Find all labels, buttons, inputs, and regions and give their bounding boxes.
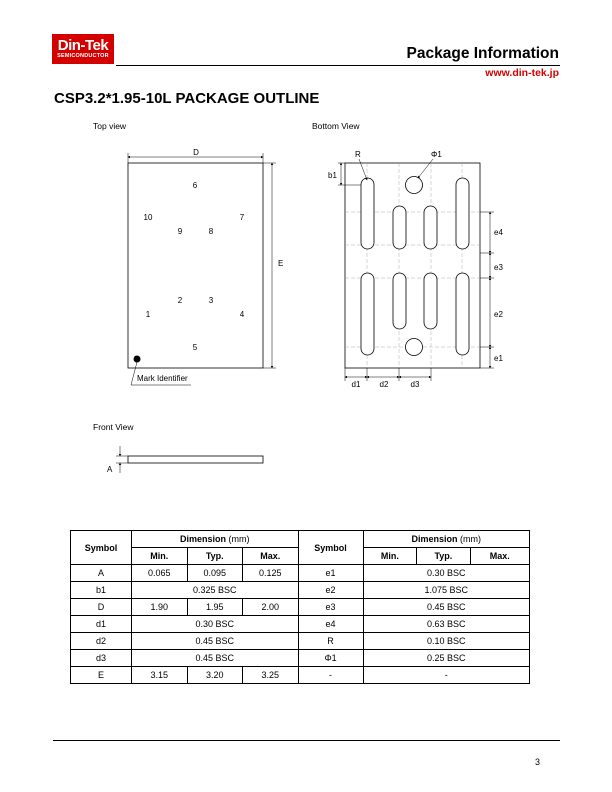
pin-number: 8: [208, 227, 214, 236]
pin-number: 1: [145, 310, 151, 319]
pin-number: 7: [239, 213, 245, 222]
min-header: Min.: [363, 548, 417, 565]
table-row: [71, 582, 530, 599]
dimensions-table: [70, 530, 530, 684]
pad-slot: [424, 273, 437, 329]
max-header: Max.: [470, 548, 529, 565]
e3-label: e3: [494, 263, 503, 272]
table-cell: -: [363, 667, 529, 684]
pad-slot: [361, 273, 374, 355]
table-cell: 2.00: [243, 599, 299, 616]
table-cell: d2: [71, 633, 132, 650]
dimensions-table-body: [71, 565, 530, 684]
table-row: [71, 616, 530, 633]
table-cell: 0.095: [187, 565, 243, 582]
page-number: 3: [534, 757, 540, 767]
header-url[interactable]: www.din-tek.jp: [485, 67, 559, 79]
table-cell: e2: [298, 582, 363, 599]
table-cell: -: [298, 667, 363, 684]
symbol-header: Symbol: [71, 531, 132, 565]
dim-a-label: A: [107, 465, 113, 474]
table-cell: 3.20: [187, 667, 243, 684]
table-cell: d3: [71, 650, 132, 667]
pin-number: 9: [177, 227, 183, 236]
typ-header: Typ.: [417, 548, 470, 565]
table-cell: e3: [298, 599, 363, 616]
table-row: [71, 633, 530, 650]
phi1-label: Φ1: [431, 150, 442, 159]
header-title: Package Information: [406, 45, 559, 62]
table-row: [71, 599, 530, 616]
table-cell: 0.10 BSC: [363, 633, 529, 650]
max-header: Max.: [243, 548, 299, 565]
pin-number: 4: [239, 310, 245, 319]
top-view-label: Top view: [93, 121, 127, 131]
table-cell: R: [298, 633, 363, 650]
pad-slot: [393, 206, 406, 249]
top-view: [128, 148, 283, 385]
table-cell: 3.15: [132, 667, 188, 684]
pin-number: 10: [143, 213, 153, 222]
dim-d-label: D: [193, 148, 199, 157]
e1-label: e1: [494, 354, 503, 363]
d3-label: d3: [410, 380, 420, 389]
typ-header: Typ.: [187, 548, 243, 565]
table-cell: Φ1: [298, 650, 363, 667]
pin1-mark-dot: [134, 356, 141, 363]
front-view-body: [128, 456, 263, 463]
pad-slot: [393, 273, 406, 329]
d2-label: d2: [379, 380, 389, 389]
table-cell: E: [71, 667, 132, 684]
bottom-view-label: Bottom View: [312, 121, 360, 131]
table-row: [71, 650, 530, 667]
bottom-view: [328, 150, 503, 389]
logo-subtitle: SEMICONDUCTOR: [57, 53, 109, 59]
table-cell: 0.30 BSC: [132, 616, 299, 633]
table-cell: 0.125: [243, 565, 299, 582]
table-cell: 0.325 BSC: [132, 582, 299, 599]
e2-label: e2: [494, 310, 503, 319]
table-row: [71, 667, 530, 684]
front-view-label: Front View: [93, 422, 134, 432]
table-cell: 0.45 BSC: [132, 633, 299, 650]
table-cell: 3.25: [243, 667, 299, 684]
bottom-pads: [361, 177, 469, 356]
logo-name: Din-Tek: [57, 37, 109, 54]
dimension-header: Dimension (mm): [363, 531, 529, 548]
table-cell: d1: [71, 616, 132, 633]
pin-number: 6: [192, 181, 198, 190]
pad-slot: [456, 178, 469, 249]
table-cell: D: [71, 599, 132, 616]
table-cell: 0.45 BSC: [363, 599, 529, 616]
document-title: CSP3.2*1.95-10L PACKAGE OUTLINE: [54, 90, 320, 107]
table-cell: 0.30 BSC: [363, 565, 529, 582]
table-cell: 1.95: [187, 599, 243, 616]
table-cell: 0.065: [132, 565, 188, 582]
table-cell: A: [71, 565, 132, 582]
table-cell: 0.63 BSC: [363, 616, 529, 633]
table-cell: 1.90: [132, 599, 188, 616]
pin-number: 2: [177, 296, 183, 305]
pad-slot: [361, 178, 374, 249]
table-cell: 0.25 BSC: [363, 650, 529, 667]
front-view: [107, 446, 263, 474]
table-row: [71, 565, 530, 582]
d1-label: d1: [351, 380, 361, 389]
table-cell: e1: [298, 565, 363, 582]
min-header: Min.: [132, 548, 188, 565]
dim-e-label: E: [278, 259, 284, 268]
symbol-header: Symbol: [298, 531, 363, 565]
top-view-body: [128, 163, 263, 368]
b1-label: b1: [328, 171, 337, 180]
table-cell: 0.45 BSC: [132, 650, 299, 667]
footer-rule: [53, 740, 560, 741]
pin-number: 5: [192, 343, 198, 352]
pad-round: [406, 177, 423, 194]
table-cell: e4: [298, 616, 363, 633]
dimension-header: Dimension (mm): [132, 531, 299, 548]
pad-slot: [456, 273, 469, 355]
radius-label: R: [355, 150, 361, 159]
table-cell: b1: [71, 582, 132, 599]
table-cell: 1.075 BSC: [363, 582, 529, 599]
pin-number: 3: [208, 296, 214, 305]
pad-round: [406, 339, 423, 356]
e4-label: e4: [494, 228, 503, 237]
mark-identifier-label: Mark Identifier: [137, 374, 188, 383]
pad-slot: [424, 206, 437, 249]
